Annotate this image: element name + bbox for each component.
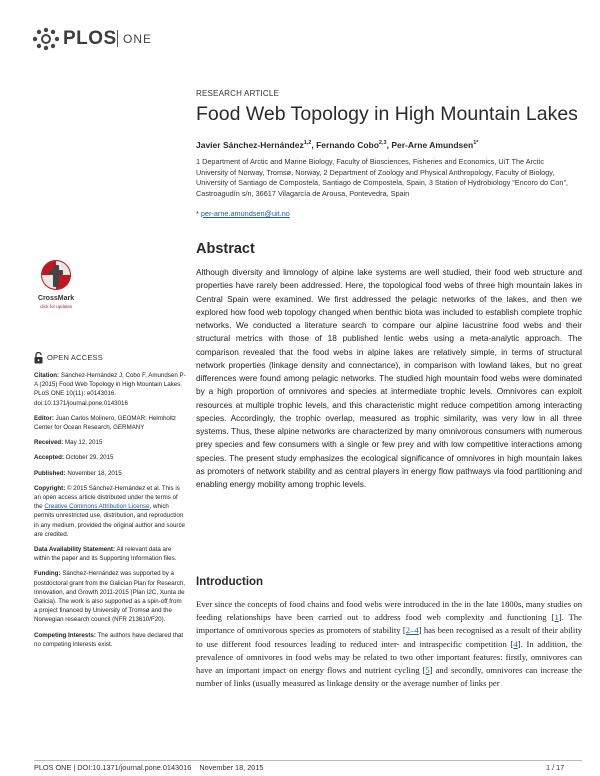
citation-block: Citation: Sánchez-Hernández J, Cobo F, Amundsen P-A (2015) Food Web Topology in High Mountain Lakes. PLoS ONE 10(11): e0143016. doi:10.1371/journal.pone.0143016	[34, 372, 186, 407]
citation-link[interactable]: 1	[554, 612, 559, 623]
footer-divider	[34, 760, 582, 761]
email-marker: *	[196, 209, 199, 218]
accepted-block: Accepted: October 29, 2015	[34, 454, 114, 462]
article-type: RESEARCH ARTICLE	[196, 89, 280, 98]
crossmark-icon	[39, 258, 73, 294]
open-access-text: OPEN ACCESS	[47, 353, 103, 363]
copyright-block: Copyright: © 2015 Sánchez-Hernández et al. This is an open access article distributed under the terms of the Creative Commons Attribution License, which permits unrestricted use, distribution, and reproduction in any medium, provided the original author and source are credited.	[34, 484, 185, 538]
citation-link[interactable]: 4	[513, 638, 518, 649]
article-title: Food Web Topology in High Mountain Lakes	[196, 103, 578, 125]
crossmark-badge[interactable]	[34, 258, 74, 318]
affiliations: 1 Department of Arctic and Marine Biology, Faculty of Biosciences, Fisheries and Economics, UiT The Arctic University of Norway, Tromsø, Norway, 2 Department of Zoology and Physical Anthropology, Faculty of Biology, University of Santiago de Compostela, Santiago de Compostela, Spain, 3 Station of Hydrobiology “Encoro do Con”, Castroagudín s/n, 36617 Vilagarcía de Arousa, Pontevedra, Spain	[196, 157, 568, 199]
data-availability-text: All relevant data are within the paper and its Supporting Information files.	[34, 546, 177, 563]
received-block: Received: May 12, 2015	[34, 439, 103, 447]
funding-text: Sánchez-Hernández was supported by a postdoctoral grant from the Galician Plan for Research, Innovation, and Growth 2011-2015 (Plan I2C, Xunta de Galicia). The work is also supported as a spin-off from a project financed by University of Tromsø and the Norwegian research council (NFR 213610/F20).	[34, 570, 185, 624]
author-affiliation-marker: 1*	[473, 140, 479, 147]
plos-logo-dots-icon	[30, 27, 62, 51]
author-list: Javier Sánchez-Hernández$^{1,2}$, Fernando Cobo$^{2,3}$, Per-Arne Amundsen$^{1*}$	[196, 140, 479, 150]
data-availability-block: Data Availability Statement: All relevant data are within the paper and its Supporting Information files.	[34, 546, 177, 563]
logo-divider	[117, 30, 118, 47]
logo-journal: ONE	[123, 32, 153, 46]
logo-brand: PLOS	[63, 28, 117, 49]
citation-text: Sánchez-Hernández J, Cobo F, Amundsen P-A (2015) Food Web Topology in High Mountain Lakes. PLoS ONE 10(11): e0143016. doi:10.1371/journal.pone.0143016	[34, 372, 186, 407]
funding-block: Funding: Sánchez-Hernández was supported by a postdoctoral grant from the Galician Plan for Research, Innovation, and Growth 2011-2015 (Plan I2C, Xunta de Galicia). The work is also supported as a spin-off from a project financed by University of Tromsø and the Norwegian research council (NFR 213610/F20).	[34, 570, 185, 624]
published-block: Published: November 18, 2015	[34, 469, 122, 477]
citation-link[interactable]: 5	[425, 665, 430, 676]
published-date: November 18, 2015	[67, 469, 122, 477]
author-name: Fernando Cobo	[316, 140, 379, 150]
email-link[interactable]: per-arne.amundsen@uit.no	[200, 209, 290, 218]
competing-interests-block: Competing Interests: The authors have declared that no competing interests exist.	[34, 631, 184, 648]
crossmark-label: CrossMark	[37, 295, 75, 302]
author-affiliation-marker: 2,3	[378, 140, 387, 147]
editor-block: Editor: Juan Carlos Molinero, GEOMAR: Helmholtz Center for Ocean Research, GERMANY	[34, 414, 177, 432]
page-number: 1 / 17	[546, 763, 565, 772]
author-name: Javier Sánchez-Hernández	[196, 140, 304, 150]
open-lock-icon	[34, 352, 43, 364]
crossmark-sublabel: click for updates	[39, 304, 73, 309]
introduction-text: Ever since the concepts of food chains and food webs were introduced in the in the late 1800s, many studies on feeding relationships have been carried out to address food web complexity and functioning [1]. The importance of omnivorous species as promoters of stability [2–4] has been recognised as a result of their ability to use different food resources leading to reduced inter- and intraspecific competition [4]. In addition, the prevalence of omnivores in food webs may be related to two other important features: firstly, omnivores can have an important impact on energy flows and nutrient cycling [5] and secondly, omnivores can increase the number of links (usually measured as linkage density or the average number of links per	[196, 599, 583, 689]
accepted-date: October 29, 2015	[65, 454, 114, 462]
abstract-text: Although diversity and limnology of alpine lake systems are well studied, their food web structure and properties have rarely been addressed. Here, the topological food webs of three high mountain lakes in Central Spain were examined. We first addressed the pelagic networks of the lakes, and then we explored how food web topology changed when benthic biota was included to establish complete trophic networks. We conducted a literature search to compare our alpine lacustrine food webs and their structural metrics with those of 18 published lentic webs using a meta-analytic approach. The comparison revealed that the food webs in alpine lakes are relatively simple, in terms of structural network properties (linkage density and connectance), in comparison with lowland lakes, but no great differences were found among pelagic networks. The studied high mountain food webs were dominated by a high proportion of omnivores and species at intermediate trophic levels. Omnivores can exploit resources at multiple trophic levels, and this characteristic might reduce competition among interacting species. Accordingly, the trophic overlap, measured as trophic similarity, was very low in all three systems. Thus, these alpine networks are characterized by many omnivorous consumers with numerous prey species and few consumers with a single or few prey and with low competitive interactions among species. The present study emphasizes the ecological significance of omnivores in high mountain lakes as promoters of network stability and as central players in energy flow pathways via food partitioning and enabling energy mobility among trophic levels.	[196, 267, 582, 489]
competing-interests-text: The authors have declared that no competing interests exist.	[34, 631, 184, 648]
received-date: May 12, 2015	[64, 439, 103, 447]
footer-citation: PLOS ONE | DOI:10.1371/journal.pone.0143016 November 18, 2015	[34, 763, 264, 772]
license-link[interactable]: Creative Commons Attribution License	[44, 503, 150, 511]
author-affiliation-marker: 1,2	[303, 140, 312, 147]
article-info-sidebar	[34, 352, 186, 655]
author-name: Per-Arne Amundsen	[391, 140, 474, 150]
plos-one-logo	[30, 27, 170, 51]
open-access-label	[34, 352, 186, 364]
introduction-heading: Introduction	[196, 576, 264, 588]
editor-text: Juan Carlos Molinero, GEOMAR: Helmholtz Center for Ocean Research, GERMANY	[34, 414, 177, 432]
corresponding-email	[196, 209, 290, 218]
abstract-heading: Abstract	[196, 241, 255, 257]
citation-link[interactable]: 2–4	[405, 625, 419, 636]
